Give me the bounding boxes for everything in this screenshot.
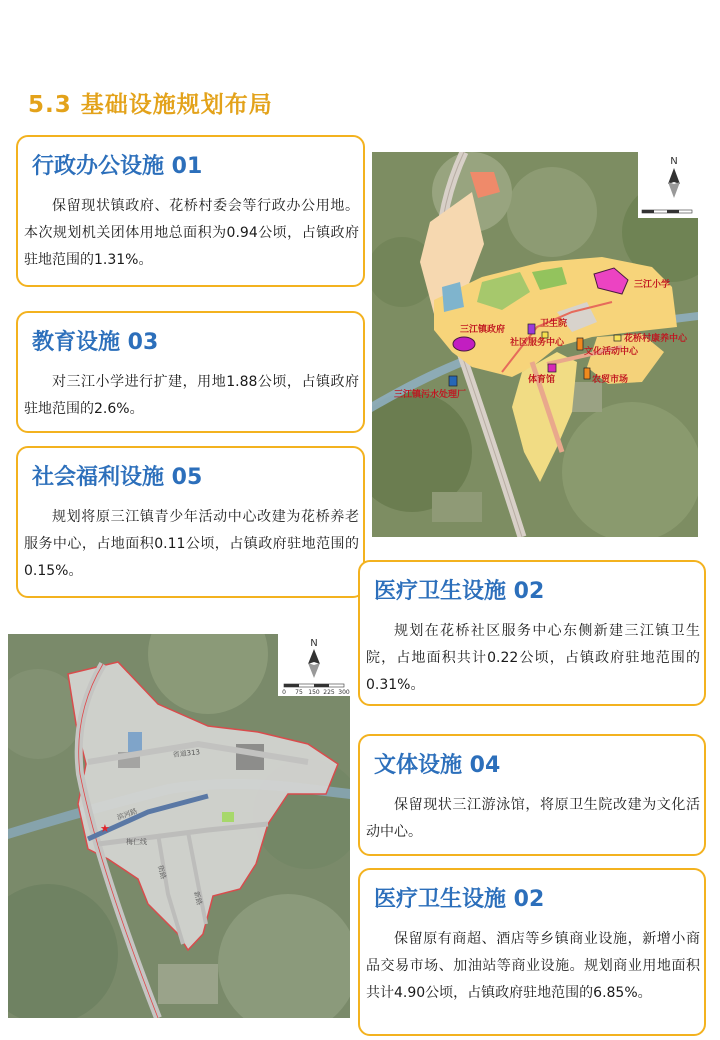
- card-admin-body: 保留现状镇政府、花桥村委会等行政办公用地。本次规划机关团体用地总面积为0.94公顷，占镇政府驻地范围的1.31%。: [24, 198, 359, 268]
- label-road-xin: 新路: [192, 890, 204, 907]
- card-medical-body: 规划在花桥社区服务中心东侧新建三江镇卫生院，占地面积共计0.22公顷，占镇政府驻地范围的0.31%。: [366, 623, 700, 693]
- svg-text:225: 225: [323, 689, 335, 696]
- block-green: [222, 812, 234, 822]
- label-school: 三江小学: [634, 280, 671, 290]
- card-medical-title: 医疗卫生设施 02: [374, 579, 545, 604]
- label-road-meiren: 梅仁线: [126, 838, 147, 846]
- card-commerce-body: 保留原有商超、酒店等乡镇商业设施，新增小商品交易市场、加油站等商业设施。规划商业用地面积共计4.90公顷，占镇政府驻地范围的6.85%。: [366, 931, 700, 1001]
- label-road-jie: 街路: [156, 864, 168, 881]
- sewage-marker: [449, 376, 457, 386]
- card-culture-body: 保留现状三江游泳馆，将原卫生院改建为文化活动中心。: [366, 797, 700, 840]
- card-education-title: 教育设施 03: [32, 330, 159, 355]
- government-area: [453, 337, 475, 351]
- svg-text:N: N: [670, 156, 678, 167]
- government-star-icon: ★: [100, 822, 110, 835]
- card-commerce-title: 医疗卫生设施 02: [374, 887, 545, 912]
- card-education: [16, 311, 365, 433]
- label-road-binhe: 滨河路: [115, 807, 139, 822]
- facility-map-top: [372, 152, 698, 537]
- card-welfare: [16, 446, 365, 598]
- label-road-provincial: 省道313: [172, 748, 201, 759]
- label-clinic: 卫生院: [540, 319, 568, 329]
- card-education-body: 对三江小学进行扩建，用地1.88公顷，占镇政府驻地范围的2.6%。: [24, 374, 359, 417]
- label-elderly: 花桥村康养中心: [624, 334, 688, 344]
- market-marker: [584, 368, 590, 379]
- label-market: 农贸市场: [592, 375, 629, 385]
- page-title: 5.3 基础设施规划布局: [28, 92, 273, 118]
- clinic-marker: [528, 324, 535, 334]
- land-use-water-park: [442, 282, 464, 312]
- label-gym: 体育馆: [528, 375, 556, 385]
- block-blue: [128, 732, 142, 752]
- legend-panel: [638, 152, 698, 218]
- gym-marker: [548, 364, 556, 372]
- label-sewage: 三江镇污水处理厂: [394, 390, 467, 400]
- svg-text:300: 300: [338, 689, 350, 696]
- label-community: 社区服务中心: [510, 338, 565, 348]
- card-commerce: [358, 868, 706, 1036]
- svg-text:N: N: [310, 638, 318, 649]
- card-admin: [16, 135, 365, 287]
- card-welfare-title: 社会福利设施 05: [32, 465, 203, 490]
- svg-text:150: 150: [308, 689, 320, 696]
- card-admin-title: 行政办公设施 01: [32, 154, 203, 179]
- facility-map-bottom: [8, 634, 350, 1018]
- label-government: 三江镇政府: [460, 325, 506, 335]
- card-medical: [358, 560, 706, 706]
- scale-bar: [642, 210, 692, 213]
- svg-text:75: 75: [295, 689, 303, 696]
- card-culture-title: 文体设施 04: [374, 753, 501, 778]
- svg-text:0: 0: [282, 689, 286, 696]
- card-welfare-body: 规划将原三江镇青少年活动中心改建为花桥养老服务中心，占地面积0.11公顷，占镇政府驻地范围的0.15%。: [24, 509, 359, 579]
- culture-marker: [577, 338, 583, 350]
- card-culture: [358, 734, 706, 856]
- label-culture: 文化活动中心: [584, 347, 639, 357]
- elderly-marker: [614, 335, 621, 341]
